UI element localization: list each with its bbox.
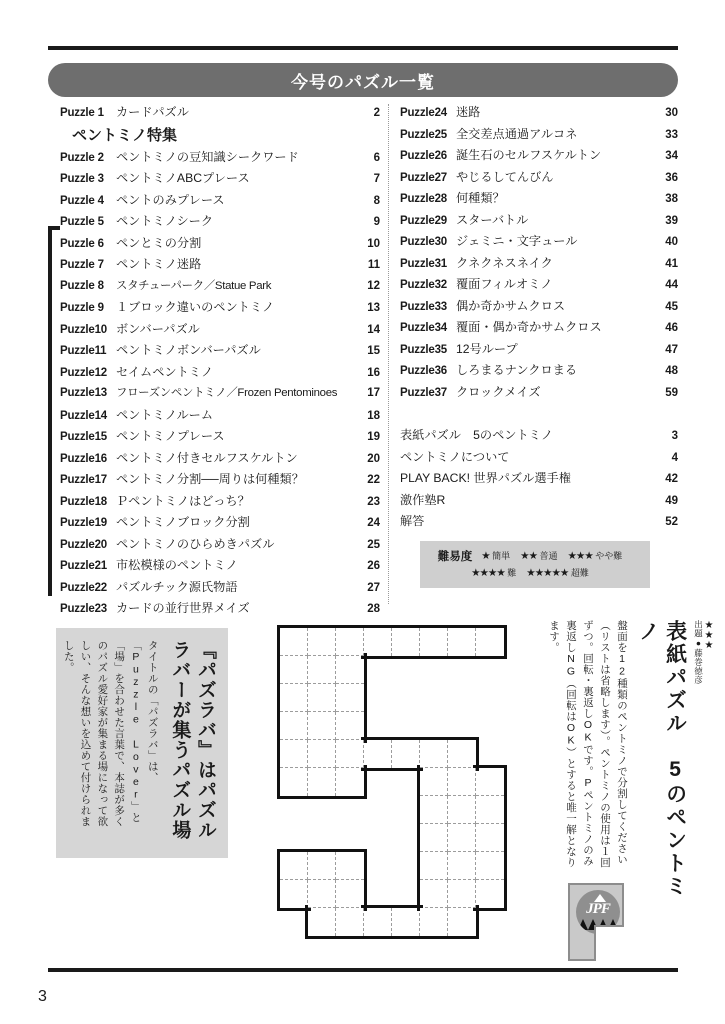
toc-entry-title: 解答 xyxy=(400,514,425,528)
toc-entry-title: ペントミノについて xyxy=(400,449,510,464)
toc-entry-title: ペントミノ分割──周りは何種類？ xyxy=(116,472,304,486)
grid-outline-segment xyxy=(277,765,280,799)
star-glyphs: ★★★★ xyxy=(471,567,505,579)
toc-entry-title: 全交差点通過アルコネ xyxy=(456,126,578,141)
toc-row[interactable] xyxy=(60,491,380,513)
toc-row[interactable] xyxy=(400,296,678,318)
toc-entry-title: クネクネスネイク xyxy=(456,255,553,270)
toc-row[interactable] xyxy=(400,167,678,189)
toc-row[interactable] xyxy=(400,468,678,490)
grid-outline-segment xyxy=(277,877,280,911)
toc-row[interactable] xyxy=(400,425,678,447)
grid-cell[interactable] xyxy=(280,712,308,740)
toc-page-number: 40 xyxy=(665,236,678,248)
cover-puzzle-credit-group xyxy=(692,620,714,708)
grid-cell[interactable] xyxy=(448,852,476,880)
toc-row[interactable] xyxy=(400,339,678,361)
toc-puzzle-number: Puzzle21 xyxy=(60,560,107,572)
toc-page-number: 9 xyxy=(373,216,380,228)
grid-cell[interactable] xyxy=(308,628,336,656)
grid-cell[interactable] xyxy=(392,628,420,656)
grid-cell[interactable] xyxy=(420,908,448,936)
toc-row[interactable] xyxy=(400,274,678,296)
grid-cell[interactable] xyxy=(476,880,504,908)
toc-row[interactable] xyxy=(60,147,380,169)
lower-section xyxy=(48,620,715,965)
toc-entry-title: ペントミノボンバーパズル xyxy=(116,343,261,357)
toc-row[interactable] xyxy=(60,254,380,276)
toc-puzzle-number: Puzzle36 xyxy=(400,365,447,377)
toc-page-number: 25 xyxy=(367,538,380,551)
toc-puzzle-number: Puzzle 4 xyxy=(60,194,104,207)
toc-row[interactable] xyxy=(60,102,380,124)
grid-cell[interactable] xyxy=(280,852,308,880)
toc-row[interactable] xyxy=(400,511,678,533)
toc-page-number: 20 xyxy=(367,452,380,465)
toc-puzzle-number: Puzzle34 xyxy=(400,322,447,334)
toc-page-number: 46 xyxy=(665,322,678,334)
toc-page-number: 24 xyxy=(367,517,380,529)
toc-puzzle-number: Puzzle32 xyxy=(400,279,447,291)
toc-page-number: 22 xyxy=(367,474,380,486)
toc-puzzle-number: Puzzle20 xyxy=(60,538,107,551)
toc-puzzle-number: Puzzle22 xyxy=(60,581,107,594)
toc-puzzle-number: Puzzle16 xyxy=(60,452,107,465)
toc-puzzle-number: Puzzle 7 xyxy=(60,259,104,271)
toc-puzzle-number: Puzzle33 xyxy=(400,300,447,313)
toc-row[interactable] xyxy=(400,317,678,339)
toc-page-number: 39 xyxy=(665,214,678,227)
toc-page-number: 14 xyxy=(367,323,380,336)
legend-item xyxy=(471,566,516,579)
toc-page-number: 11 xyxy=(367,259,380,271)
toc-entry-title: ペントミノシーク xyxy=(116,214,214,228)
toc-page-number: 41 xyxy=(665,257,678,270)
legend-item-text: 難 xyxy=(507,568,517,578)
toc-entry-title: PLAY BACK! 世界パズル選手権 xyxy=(400,471,571,485)
jpf-label: JPF xyxy=(586,901,610,917)
grid-cell[interactable] xyxy=(336,656,364,684)
grid-cell[interactable] xyxy=(448,768,476,796)
toc-entry-title: ペントミノ付きセルフスケルトン xyxy=(116,450,298,465)
toc-row[interactable] xyxy=(60,362,380,384)
table-of-contents xyxy=(48,102,678,615)
toc-row[interactable] xyxy=(60,512,380,534)
toc-page-number: 3 xyxy=(671,430,678,442)
toc-row[interactable] xyxy=(400,124,678,146)
grid-cell[interactable] xyxy=(420,740,448,768)
toc-row[interactable] xyxy=(400,102,678,124)
grid-cell[interactable] xyxy=(448,740,476,768)
grid-cell[interactable] xyxy=(336,740,364,768)
toc-entry-title: １ブロック違いのペントミノ xyxy=(116,300,275,314)
grid-cell[interactable] xyxy=(448,824,476,852)
toc-puzzle-number: Puzzle18 xyxy=(60,495,107,508)
grid-cell[interactable] xyxy=(364,628,392,656)
toc-puzzle-number: Puzzle19 xyxy=(60,517,107,529)
toc-page-number: 52 xyxy=(665,516,678,528)
toc-row[interactable] xyxy=(60,534,380,556)
brand-info-body: タイトルの「パズラバ」は、「Puzzle Lover」と「場」を合わせた言葉で、本誌が多くのパズル愛好家が集まる場になって欲しい、そんな想いを込めて付けられました。 xyxy=(62,640,159,827)
toc-puzzle-number: Puzzle12 xyxy=(60,366,107,379)
toc-page-number: 6 xyxy=(373,151,380,164)
toc-entry-title: ペントミノルーム xyxy=(116,407,214,422)
toc-page-number: 23 xyxy=(367,495,380,508)
toc-entry-title: フローズンペントミノ／Frozen Pentominoes xyxy=(116,387,338,399)
grid-cell[interactable] xyxy=(336,684,364,712)
brand-info-box xyxy=(56,628,228,858)
grid-cell[interactable] xyxy=(364,908,392,936)
toc-puzzle-number: Puzzle14 xyxy=(60,409,107,422)
toc-puzzle-number: Puzzle 6 xyxy=(60,237,104,250)
star-glyphs: ★★★ xyxy=(567,550,593,562)
toc-entry-title: 覆面フィルオミノ xyxy=(456,277,553,291)
grid-cell[interactable] xyxy=(336,852,364,880)
toc-row[interactable] xyxy=(60,276,380,298)
toc-puzzle-number: Puzzle23 xyxy=(60,603,107,615)
toc-puzzle-number: Puzzle 2 xyxy=(60,151,104,164)
toc-row[interactable] xyxy=(60,340,380,362)
toc-entry-title: ジェミニ・文字ュール xyxy=(456,234,578,248)
toc-row[interactable] xyxy=(400,231,678,253)
toc-page-number: 27 xyxy=(367,581,380,594)
toc-entry-title: パズルチック源氏物語 xyxy=(116,579,238,594)
toc-entry-title: 覆面・偶か奇かサムクロス xyxy=(456,320,602,334)
difficulty-legend xyxy=(420,541,650,588)
toc-row[interactable] xyxy=(60,555,380,577)
legend-item xyxy=(520,549,557,562)
toc-row[interactable] xyxy=(60,577,380,599)
toc-entry-title: ペントミノプレース xyxy=(116,429,225,443)
toc-page-number: 44 xyxy=(665,279,678,291)
toc-puzzle-number: Puzzle11 xyxy=(60,345,107,357)
grid-cell[interactable] xyxy=(280,768,308,796)
toc-page-number: 42 xyxy=(665,473,678,485)
grid-cell[interactable] xyxy=(420,852,448,880)
legend-item xyxy=(568,549,623,562)
toc-page-number: 13 xyxy=(367,302,380,314)
legend-line-2 xyxy=(420,564,650,581)
grid-cell[interactable] xyxy=(308,852,336,880)
toc-page-number: 48 xyxy=(665,365,678,377)
grid-cell[interactable] xyxy=(280,628,308,656)
star-glyphs: ★ xyxy=(481,550,490,562)
grid-outline-segment xyxy=(504,877,507,911)
grid-cell[interactable] xyxy=(448,628,476,656)
toc-page-number: 45 xyxy=(665,300,678,313)
grid-cell[interactable] xyxy=(280,880,308,908)
grid-cell[interactable] xyxy=(336,628,364,656)
grid-cell[interactable] xyxy=(336,712,364,740)
toc-spacer xyxy=(400,403,678,425)
bottom-rule xyxy=(48,968,678,972)
toc-page-number: 7 xyxy=(373,173,380,185)
star-glyphs: ★★ xyxy=(520,550,537,562)
toc-row[interactable] xyxy=(60,405,380,427)
grid-cell[interactable] xyxy=(308,656,336,684)
grid-cell[interactable] xyxy=(308,880,336,908)
toc-puzzle-number: Puzzle30 xyxy=(400,236,447,248)
grid-outline-segment xyxy=(473,765,507,768)
grid-cell[interactable] xyxy=(476,796,504,824)
toc-entry-title: ペントミノブロック分割 xyxy=(116,515,250,529)
toc-row[interactable] xyxy=(400,360,678,382)
toc-puzzle-number: Puzzle 8 xyxy=(60,279,104,292)
toc-row[interactable] xyxy=(60,233,380,255)
toc-row[interactable] xyxy=(60,319,380,341)
toc-row[interactable] xyxy=(400,210,678,232)
toc-page-number: 34 xyxy=(665,150,678,162)
grid-cell[interactable] xyxy=(448,796,476,824)
toc-row[interactable] xyxy=(60,383,380,405)
toc-entry-title: 市松模様のペントミノ xyxy=(116,558,238,572)
toc-entry-title: ペントミノABCプレース xyxy=(116,171,250,185)
cover-puzzle-credit: 出題●藤巻徳彦 xyxy=(693,620,704,685)
toc-entry-title: カードパズル xyxy=(116,105,189,119)
toc-puzzle-number: Puzzle 3 xyxy=(60,173,104,185)
toc-row[interactable] xyxy=(400,253,678,275)
toc-entry-title: ペントミノ迷路 xyxy=(116,257,202,271)
grid-cell[interactable] xyxy=(476,824,504,852)
grid-cell[interactable] xyxy=(420,628,448,656)
toc-page-number: 16 xyxy=(367,366,380,379)
toc-page-number: 15 xyxy=(367,345,380,357)
legend-item-text: やや難 xyxy=(595,551,623,561)
grid-cell[interactable] xyxy=(420,824,448,852)
toc-page-number: 26 xyxy=(367,560,380,572)
grid-cell[interactable] xyxy=(420,796,448,824)
toc-page-number: 2 xyxy=(373,107,380,119)
grid-cell[interactable] xyxy=(308,740,336,768)
toc-puzzle-number: Puzzle 5 xyxy=(60,216,104,228)
grid-cell[interactable] xyxy=(476,628,504,656)
toc-row[interactable] xyxy=(60,190,380,212)
toc-entry-title: しろまるナンクロまる xyxy=(456,363,578,377)
feature-heading: ペントミノ特集 xyxy=(72,126,178,144)
grid-cell[interactable] xyxy=(392,908,420,936)
grid-cell[interactable] xyxy=(364,740,392,768)
toc-page-number: 59 xyxy=(665,386,678,399)
toc-puzzle-number: Puzzle24 xyxy=(400,107,447,119)
toc-entry-title: ペントミノの豆知識シークワード xyxy=(116,149,299,164)
legend-line-1 xyxy=(420,547,650,564)
toc-page-number: 17 xyxy=(367,387,380,399)
toc-page-number: 10 xyxy=(367,237,380,250)
grid-outline-segment xyxy=(504,625,507,659)
toc-puzzle-number: Puzzle28 xyxy=(400,193,447,205)
toc-entry-title: クロックメイズ xyxy=(456,384,541,399)
toc-entry-title: 12号ループ xyxy=(456,341,518,356)
toc-entry-title: スタチューパーク／Statue Park xyxy=(116,279,272,292)
grid-cell[interactable] xyxy=(308,908,336,936)
legend-item-text: 普通 xyxy=(539,551,558,561)
grid-cell[interactable] xyxy=(336,908,364,936)
grid-outline-segment xyxy=(333,849,367,852)
toc-puzzle-number: Puzzle26 xyxy=(400,150,447,162)
brand-info-title: 『パズラバ』はパズルラバーが集うパズル場 xyxy=(169,640,216,840)
toc-entry-title: 何種類？ xyxy=(456,191,505,205)
toc-page-number: 36 xyxy=(665,171,678,184)
toc-page-number: 8 xyxy=(373,194,380,207)
toc-puzzle-number: Puzzle37 xyxy=(400,386,447,399)
grid-cell[interactable] xyxy=(448,880,476,908)
cover-puzzle-text xyxy=(548,620,715,960)
grid-cell[interactable] xyxy=(420,768,448,796)
legend-item xyxy=(526,566,589,579)
toc-puzzle-number: Puzzle17 xyxy=(60,474,107,486)
grid-cell[interactable] xyxy=(308,768,336,796)
grid-cell[interactable] xyxy=(476,852,504,880)
toc-row[interactable] xyxy=(60,598,380,620)
toc-column-right xyxy=(400,102,678,533)
toc-entry-title: 迷路 xyxy=(456,105,481,119)
legend-item-text: 簡単 xyxy=(492,551,511,561)
toc-page-number: 47 xyxy=(665,343,678,356)
toc-entry-title: やじるしてんびん xyxy=(456,169,554,184)
toc-page-number: 30 xyxy=(665,107,678,119)
toc-puzzle-number: Puzzle15 xyxy=(60,431,107,443)
toc-row[interactable] xyxy=(60,168,380,190)
toc-page-number: 18 xyxy=(367,409,380,422)
toc-entry-title: カードの並行世界メイズ xyxy=(116,601,250,615)
toc-puzzle-number: Puzzle13 xyxy=(60,387,107,399)
grid-cell[interactable] xyxy=(336,880,364,908)
grid-cell[interactable] xyxy=(280,684,308,712)
toc-page-number: 49 xyxy=(665,494,678,507)
toc-puzzle-number: Puzzle25 xyxy=(400,128,447,141)
toc-page-number: 28 xyxy=(367,603,380,615)
toc-row[interactable] xyxy=(60,448,380,470)
toc-puzzle-number: Puzzle29 xyxy=(400,214,447,227)
legend-item-text: 超難 xyxy=(570,568,589,578)
grid-cell[interactable] xyxy=(308,712,336,740)
legend-label: 難易度 xyxy=(437,550,473,563)
feature-bracket xyxy=(48,226,60,596)
grid-outline-segment xyxy=(364,765,367,799)
toc-puzzle-number: Puzzle35 xyxy=(400,343,447,356)
toc-entry-title: ボンバーパズル xyxy=(116,321,200,336)
toc-entry-title: 偶か奇かサムクロス xyxy=(456,298,566,313)
toc-row[interactable] xyxy=(60,426,380,448)
grid-cell[interactable] xyxy=(280,656,308,684)
toc-page-number: 33 xyxy=(665,128,678,141)
section-banner xyxy=(48,63,678,97)
toc-row[interactable] xyxy=(400,447,678,469)
page-number: 3 xyxy=(38,988,47,1005)
toc-entry-title: セイムペントミノ xyxy=(116,364,214,379)
grid-cell[interactable] xyxy=(336,768,364,796)
legend-item xyxy=(481,549,510,562)
toc-puzzle-number: Puzzle31 xyxy=(400,257,447,270)
grid-outline-segment xyxy=(333,796,367,799)
grid-outline-segment xyxy=(476,905,479,939)
grid-cell[interactable] xyxy=(420,880,448,908)
cover-puzzle-body: 盤面を12種類のペントミノで分割してください（リストは省略します）。ペントミノの使用は１回ずつ。回転・裏返しOKです。Pペントミノのみ裏返しNG（回転はOK）とすると唯一解となります。 xyxy=(548,620,628,868)
toc-page-number: 38 xyxy=(665,193,678,205)
toc-row[interactable] xyxy=(60,297,380,319)
toc-puzzle-number: Puzzle 1 xyxy=(60,107,104,119)
toc-row[interactable] xyxy=(400,490,678,512)
grid-cell[interactable] xyxy=(392,740,420,768)
grid-outline-segment xyxy=(473,656,507,659)
toc-row[interactable] xyxy=(400,188,678,210)
difficulty-stars: ★★★ xyxy=(703,620,715,650)
toc-entry-title: 激作塾R xyxy=(400,492,446,507)
toc-page-number: 19 xyxy=(367,431,380,443)
toc-entry-title: 表紙パズル 5のペントミノ xyxy=(400,428,554,442)
toc-row[interactable] xyxy=(400,382,678,404)
grid-outline-segment xyxy=(305,905,308,939)
toc-puzzle-number: Puzzle 9 xyxy=(60,302,104,314)
grid-cell[interactable] xyxy=(448,908,476,936)
toc-column-left xyxy=(60,102,380,620)
toc-entry-title: ペントミノのひらめきパズル xyxy=(116,536,275,551)
grid-outline-segment xyxy=(445,737,479,740)
toc-entry-title: ペントのみプレース xyxy=(116,192,225,207)
top-rule xyxy=(48,46,678,50)
pentomino-grid[interactable] xyxy=(280,628,530,958)
cover-puzzle-title: 表紙パズル 5のペントミノ xyxy=(636,620,687,898)
grid-outline-segment xyxy=(389,905,423,908)
toc-page-number: 4 xyxy=(671,451,678,464)
grid-outline-segment xyxy=(473,625,507,628)
grid-cell[interactable] xyxy=(308,684,336,712)
toc-page-number: 12 xyxy=(367,279,380,292)
toc-puzzle-number: Puzzle10 xyxy=(60,323,107,336)
page-title: 今号のパズル一覧 xyxy=(291,72,435,92)
toc-entry-title: ペンとミの分割 xyxy=(116,235,202,250)
toc-entry-title: 誕生石のセルフスケルトン xyxy=(456,148,602,162)
grid-outline-segment xyxy=(445,936,479,939)
grid-cell[interactable] xyxy=(280,740,308,768)
toc-entry-title: Ｐペントミノはどっち？ xyxy=(116,493,250,508)
grid-cell[interactable] xyxy=(476,768,504,796)
star-glyphs: ★★★★★ xyxy=(526,567,569,579)
column-divider xyxy=(388,104,389,604)
toc-puzzle-number: Puzzle27 xyxy=(400,171,447,184)
toc-row[interactable] xyxy=(60,211,380,233)
toc-entry-title: スターバトル xyxy=(456,212,529,227)
toc-row[interactable] xyxy=(400,145,678,167)
toc-row[interactable] xyxy=(60,469,380,491)
